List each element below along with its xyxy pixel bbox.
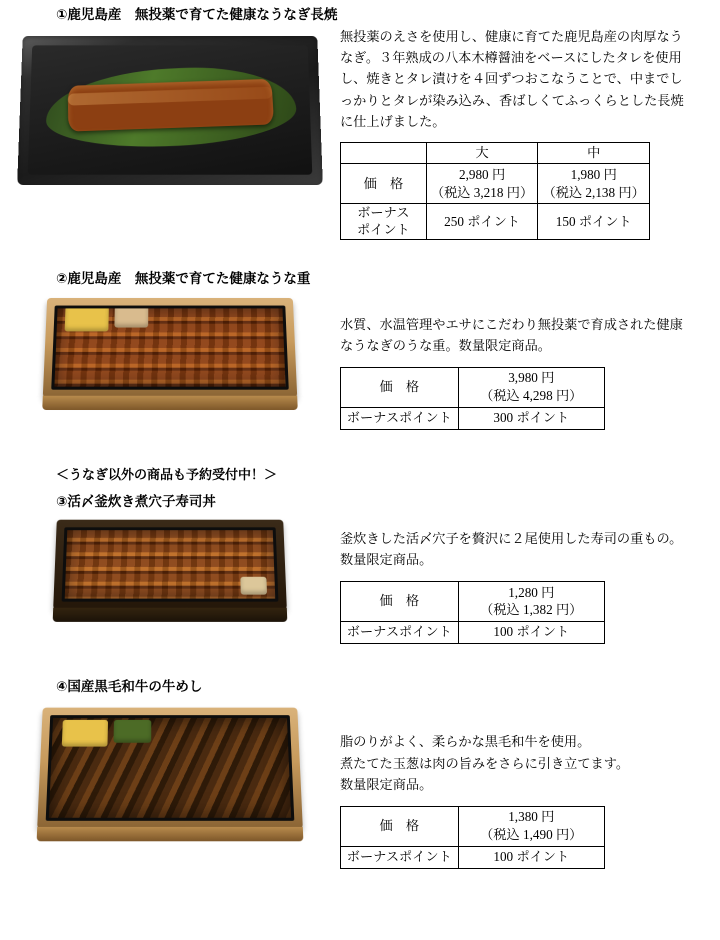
bonus-row-label xyxy=(341,204,427,240)
table-row xyxy=(341,806,605,846)
table-row xyxy=(341,164,650,204)
bonus-row-label: ボーナスポイント xyxy=(341,846,459,868)
bonus-cell-medium: 150 ポイント xyxy=(538,204,650,240)
size-header-medium: 中 xyxy=(538,143,650,164)
price-sub: （税込 3,218 円） xyxy=(430,184,534,200)
vegetable-garnish-graphic xyxy=(113,720,151,743)
product-description-1: 無投薬のえさを使用し、健康に育てた鹿児島産の肉厚なうなぎ。３年熟成の八本木樽醤油をベースにしたタレを使用し、焼きとタレ漬けを４回ずつおこなうことで、中までしっかりとタレが染み込み、香ばしくてふっくらとした長焼に仕上げました。 xyxy=(340,28,684,130)
price-row-label: 価 格 xyxy=(341,581,459,621)
bonus-row-label: ボーナスポイント xyxy=(341,407,459,429)
reservation-note: ＜うなぎ以外の商品も予約受付中！＞ xyxy=(56,466,278,482)
table-row xyxy=(341,846,605,868)
price-sub: （税込 4,298 円） xyxy=(480,388,583,404)
box-inner-graphic xyxy=(62,527,279,601)
wooden-box-graphic xyxy=(37,708,303,829)
price-table-4 xyxy=(340,806,605,869)
price-main: 2,980 円 xyxy=(458,166,506,182)
black-plate-graphic xyxy=(17,35,323,184)
price-row-label: 価 格 xyxy=(341,164,427,204)
price-main: 1,280 円 xyxy=(508,584,555,600)
wooden-box-graphic xyxy=(53,520,287,610)
box-inner-graphic xyxy=(51,305,289,389)
box-lid-edge-graphic xyxy=(53,608,288,622)
bonus-cell: 300 ポイント xyxy=(458,407,604,429)
garnish-graphic xyxy=(240,577,267,595)
product-photo-1 xyxy=(0,26,340,184)
product-title-1: ①鹿児島産 無投薬で育てた健康なうなぎ長焼 xyxy=(56,7,338,22)
product-description-4-line3: 数量限定商品。 xyxy=(340,777,433,793)
price-main: 1,380 円 xyxy=(508,809,555,825)
size-header-large: 大 xyxy=(426,143,538,164)
table-corner-cell xyxy=(341,143,427,164)
price-cell xyxy=(458,581,604,621)
table-row xyxy=(341,407,605,429)
tamagoyaki-graphic xyxy=(65,306,109,331)
product-title-4: ④国産黒毛和牛の牛めし xyxy=(56,678,203,694)
product-item-3 xyxy=(0,464,720,644)
table-row xyxy=(341,143,650,164)
product-description-4-line1: 脂のりがよく、柔らかな黒毛和牛を使用。 xyxy=(340,734,591,750)
price-sub: （税込 1,382 円） xyxy=(480,602,583,618)
side-dish-graphic xyxy=(114,306,148,327)
price-table-1 xyxy=(340,142,650,240)
product-item-2 xyxy=(0,270,720,429)
price-cell-large xyxy=(426,164,538,204)
box-lid-edge-graphic xyxy=(42,396,298,410)
price-cell xyxy=(458,806,604,846)
price-main: 1,980 円 xyxy=(570,166,617,182)
bonus-label-line1: ボーナス xyxy=(357,205,410,221)
bonus-cell-large: 250 ポイント xyxy=(426,204,538,240)
price-sub: （税込 2,138 円） xyxy=(542,184,645,200)
product-photo-2 xyxy=(0,296,340,398)
price-main: 3,980 円 xyxy=(508,370,555,386)
table-row xyxy=(341,621,605,643)
price-cell xyxy=(458,367,604,407)
price-table-2 xyxy=(340,367,605,430)
box-inner-graphic xyxy=(46,716,295,822)
product-photo-3 xyxy=(0,518,340,610)
product-description-3: 釜炊きした活〆穴子を贅沢に２尾使用した寿司の重もの。数量限定商品。 xyxy=(340,531,683,568)
price-row-label: 価 格 xyxy=(341,367,459,407)
box-lid-edge-graphic xyxy=(37,827,304,841)
price-row-label: 価 格 xyxy=(341,806,459,846)
product-title-2: ②鹿児島産 無投薬で育てた健康なうな重 xyxy=(56,271,311,287)
product-item-4 xyxy=(0,678,720,869)
product-photo-4 xyxy=(0,705,340,829)
price-table-3 xyxy=(340,581,605,644)
product-description-4-line2: 煮たてた玉葱は肉の旨みをさらに引き立てます。 xyxy=(340,755,630,771)
bonus-row-label: ボーナスポイント xyxy=(341,621,459,643)
price-sub: （税込 1,490 円） xyxy=(480,827,583,842)
table-row xyxy=(341,367,605,407)
grilled-eel-graphic xyxy=(68,78,274,131)
table-row xyxy=(341,581,605,621)
product-title-3: ③活〆釜炊き煮穴子寿司丼 xyxy=(56,493,216,509)
wooden-box-graphic xyxy=(43,298,297,398)
bonus-label-line2: ポイント xyxy=(356,221,410,237)
price-cell-medium xyxy=(538,164,650,204)
product-item-1 xyxy=(0,0,720,240)
table-row xyxy=(341,204,650,240)
bonus-cell: 100 ポイント xyxy=(458,846,604,868)
product-description-2: 水質、水温管理やエサにこだわり無投薬で育成された健康なうなぎのうな重。数量限定商品。 xyxy=(340,316,683,354)
bonus-cell: 100 ポイント xyxy=(458,621,604,643)
tamagoyaki-graphic xyxy=(62,720,108,747)
